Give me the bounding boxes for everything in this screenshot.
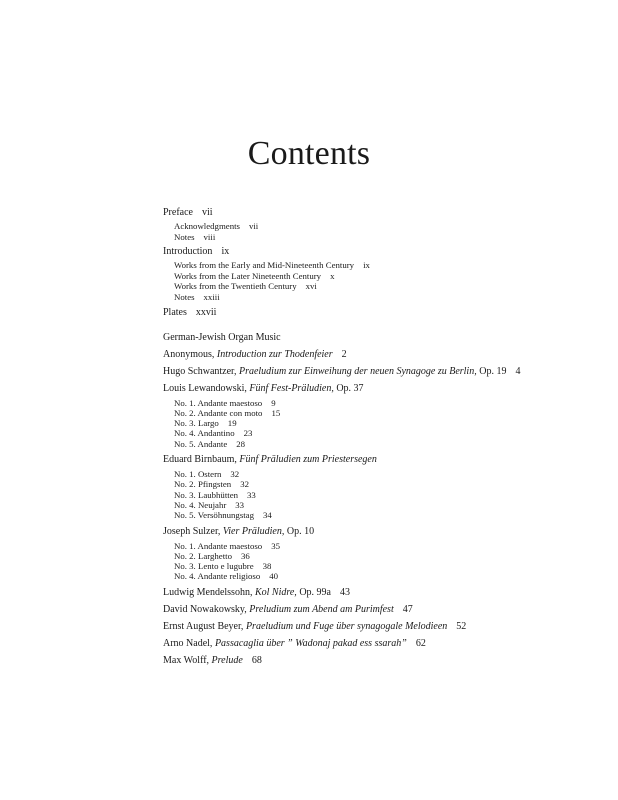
work-composer: Louis Lewandowski,: [163, 382, 250, 394]
work-composer: Anonymous,: [163, 348, 217, 360]
movement-entry: [174, 500, 583, 510]
work-title: Preludium zum Abend am Purimfest: [249, 603, 394, 615]
movement-entry: [174, 571, 583, 581]
work-entry: [163, 587, 583, 599]
movement-page: 33: [247, 489, 256, 500]
page-title: Contents: [247, 135, 371, 172]
movement-entry: [174, 551, 583, 561]
movement-label: No. 3. Largo: [174, 418, 219, 429]
work-entry: [163, 638, 583, 650]
toc-entry: [163, 207, 583, 219]
work-title: Praeludium zur Einweihung der neuen Synagoge zu Berlin,: [238, 365, 477, 377]
work-title: Introduction zur Thodenfeier: [216, 348, 333, 360]
movement-page: 9: [271, 397, 276, 408]
work-entry: [163, 604, 583, 616]
toc-subentry: [174, 260, 583, 271]
work-entry: [163, 454, 583, 466]
movement-label: No. 2. Andante con moto: [174, 407, 263, 418]
movement-label: No. 2. Larghetto: [174, 550, 232, 561]
toc-subentry: [174, 271, 583, 282]
toc-subentry-label: Notes: [174, 291, 195, 302]
work-page: 2: [341, 348, 347, 360]
work-opus: Op. 37: [333, 382, 364, 394]
movement-label: No. 1. Ostern: [174, 469, 222, 480]
movement-entry: [174, 541, 583, 551]
toc-subentry: [174, 281, 583, 292]
movement-label: No. 1. Andante maestoso: [174, 397, 263, 408]
toc-subentry-label: Works from the Twentieth Century: [174, 281, 297, 292]
movement-label: No. 4. Andantino: [174, 428, 235, 439]
work-composer: Ernst August Beyer,: [163, 620, 246, 632]
work-entry: [163, 349, 583, 361]
movement-entry: [174, 398, 583, 408]
toc-entry: [163, 307, 583, 319]
movement-entry: [174, 490, 583, 500]
toc-subentry-label: Works from the Early and Mid-Nineteenth Century: [174, 260, 355, 271]
movement-page: 19: [227, 418, 237, 429]
movement-page: 15: [271, 407, 281, 418]
movement-page: 34: [262, 510, 272, 521]
work-composer: Eduard Birnbaum,: [163, 454, 240, 466]
work-title: Praeludium und Fuge über synagogale Melodieen: [245, 620, 448, 632]
work-movements: [163, 398, 583, 449]
toc-subentry-label: Works from the Later Nineteenth Century: [174, 270, 322, 281]
work-page: 68: [251, 654, 262, 666]
movement-entry: [174, 561, 583, 571]
work-title: Vier Präludien,: [222, 525, 285, 537]
toc-entry-page: vii: [201, 207, 213, 218]
toc-subentry-label: Acknowledgments: [174, 221, 240, 231]
work-composer: Arno Nadel,: [163, 637, 215, 649]
work-page: 52: [456, 620, 467, 632]
toc-entry-page: ix: [221, 246, 230, 258]
toc-subentry-page: x: [330, 270, 335, 281]
work-movements: [163, 469, 583, 520]
work-movements: [163, 541, 583, 582]
work-entry: [163, 621, 583, 633]
work-title: Passacaglia über ” Wadonaj pakad ess ssarah”: [214, 637, 407, 649]
toc-subentries: [163, 221, 583, 242]
movement-page: 38: [262, 561, 272, 572]
movement-entry: [174, 428, 583, 438]
toc-subentry-page: ix: [363, 260, 370, 271]
toc-subentries: [163, 260, 583, 302]
movement-page: 36: [240, 550, 250, 561]
toc-entry-page: xxvii: [195, 306, 217, 318]
movement-label: No. 2. Pfingsten: [174, 479, 232, 490]
work-opus: Op. 99a: [296, 586, 331, 598]
movement-page: 35: [271, 540, 280, 551]
work-entry: [163, 383, 583, 395]
movement-page: 33: [235, 499, 245, 510]
section-heading: German-Jewish Organ Music: [163, 331, 281, 343]
front-matter-list: [163, 207, 583, 319]
work-composer: David Nowakowsky,: [163, 603, 250, 615]
work-page: 47: [402, 603, 413, 615]
toc-subentry-page: vii: [248, 221, 259, 231]
movement-label: No. 4. Neujahr: [174, 499, 227, 510]
work-entry: [163, 366, 583, 378]
toc-subentry-page: xxiii: [203, 291, 220, 302]
toc-subentry: [174, 232, 583, 243]
toc-entry-label: Plates: [163, 306, 187, 318]
work-composer: Ludwig Mendelssohn,: [163, 586, 255, 598]
work-page: 43: [339, 586, 350, 598]
movement-page: 32: [230, 469, 240, 480]
work-composer: Hugo Schwantzer,: [163, 365, 239, 377]
movement-label: No. 3. Laubhütten: [174, 489, 239, 500]
toc-entry: [163, 246, 583, 258]
work-title: Prelude: [211, 654, 243, 666]
movement-entry: [174, 510, 583, 520]
work-page: 4: [515, 365, 521, 377]
work-title: Fünf Präludien zum Priestersegen: [239, 454, 377, 466]
work-page: 62: [415, 637, 426, 649]
movement-page: 40: [269, 571, 279, 582]
movement-label: No. 4. Andante religioso: [174, 571, 261, 582]
work-composer: Joseph Sulzer,: [163, 525, 223, 537]
movement-entry: [174, 439, 583, 449]
movement-entry: [174, 408, 583, 418]
movement-label: No. 5. Versöhnungstag: [174, 510, 254, 521]
movement-entry: [174, 418, 583, 428]
work-entry: [163, 526, 583, 538]
toc-subentry-page: viii: [203, 231, 216, 242]
work-opus: Op. 19: [476, 365, 507, 377]
movement-entry: [174, 469, 583, 479]
movement-page: 32: [240, 479, 249, 490]
movement-label: No. 1. Andante maestoso: [174, 540, 263, 551]
toc-subentry: [174, 292, 583, 303]
work-opus: Op. 10: [284, 525, 315, 537]
toc-subentry: [174, 221, 583, 232]
work-entry: [163, 655, 583, 667]
movement-label: No. 5. Andante: [174, 438, 228, 449]
work-title: Kol Nidre,: [254, 586, 297, 598]
movement-page: 28: [236, 438, 246, 449]
work-composer: Max Wolff,: [163, 654, 212, 666]
toc-entry-label: Introduction: [163, 246, 213, 258]
toc-subentry-page: xvi: [305, 281, 317, 292]
movement-label: No. 3. Lento e lugubre: [174, 561, 254, 572]
works-list: [163, 349, 583, 667]
movement-page: 23: [243, 428, 253, 439]
movement-entry: [174, 479, 583, 489]
table-of-contents: [163, 207, 583, 667]
toc-entry-label: Preface: [163, 207, 193, 218]
toc-subentry-label: Notes: [174, 231, 195, 242]
work-title: Fünf Fest-Präludien,: [249, 382, 334, 394]
